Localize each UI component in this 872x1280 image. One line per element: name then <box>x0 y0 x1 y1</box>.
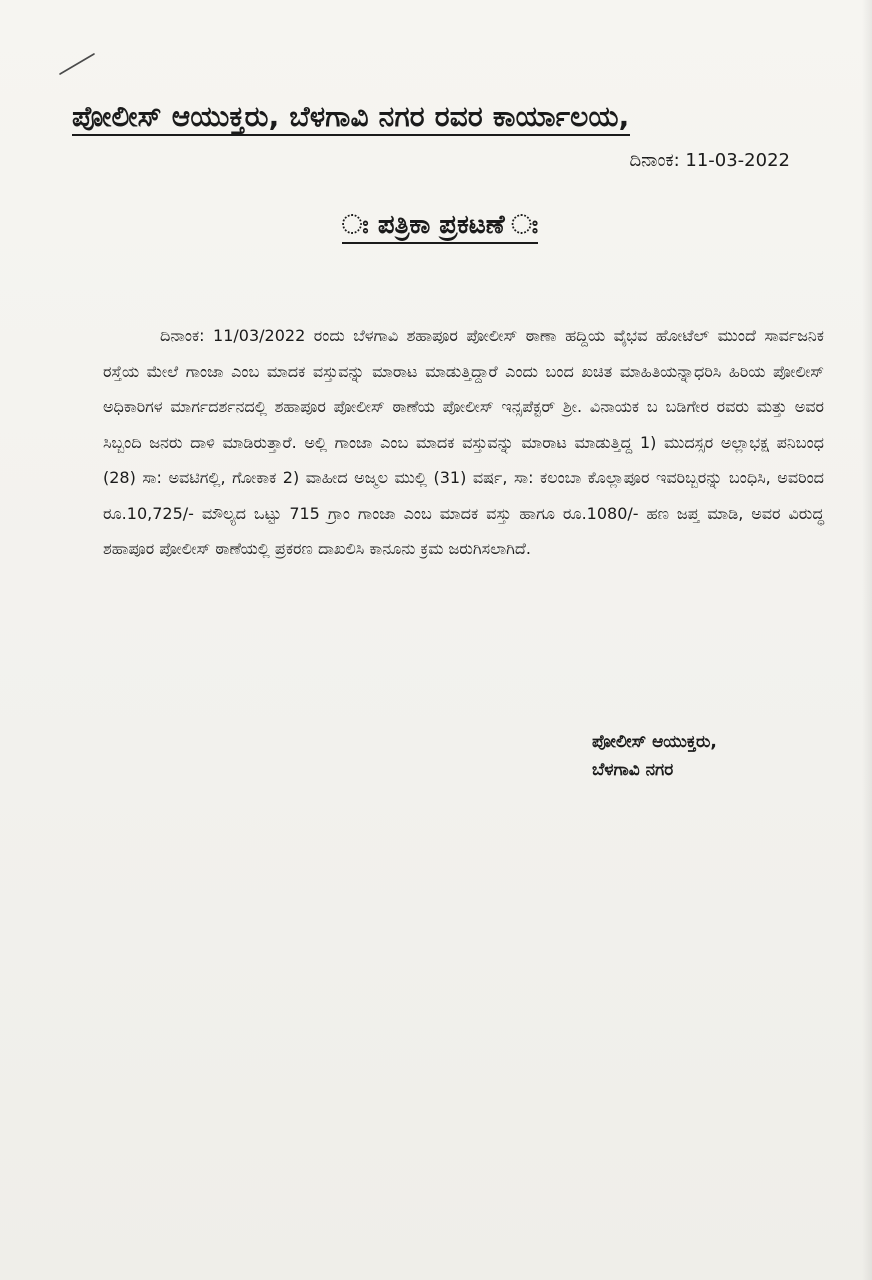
signature-designation: ಪೋಲೀಸ್ ಆಯುಕ್ತರು, <box>592 732 717 752</box>
signature-location: ಬೆಳಗಾವಿ ನಗರ <box>592 760 674 780</box>
press-release-body: ದಿನಾಂಕ: 11/03/2022 ರಂದು ಬೆಳಗಾವಿ ಶಹಾಪೂರ ಪೋಲೀಸ್ ಠಾಣಾ ಹದ್ದಿಯ ವೈಭವ ಹೋಟೆಲ್ ಮುಂದೆ ಸಾರ್ವಜನಿಕ ರಸ್ತೆಯ ಮೇಲೆ ಗಾಂಜಾ ಎಂಬ ಮಾದಕ ವಸ್ತುವನ್ನು ಮಾರಾಟ ಮಾಡುತ್ತಿದ್ದಾರೆ ಎಂದು ಬಂದ ಖಚಿತ ಮಾಹಿತಿಯನ್ನಾಧರಿಸಿ ಹಿರಿಯ ಪೋಲೀಸ್ ಅಧಿಕಾರಿಗಳ ಮಾರ್ಗದರ್ಶನದಲ್ಲಿ ಶಹಾಪೂರ ಪೋಲೀಸ್ ಠಾಣೆಯ ಪೋಲೀಸ್ ಇನ್ಸಪೆಕ್ಟರ್ ಶ್ರೀ. ವಿನಾಯಕ ಬ ಬಡಿಗೇರ ರವರು ಮತ್ತು ಅವರ ಸಿಬ್ಬಂದಿ ಜನರು ದಾಳಿ ಮಾಡಿರುತ್ತಾರೆ. ಅಲ್ಲಿ ಗಾಂಜಾ ಎಂಬ ಮಾದಕ ವಸ್ತುವನ್ನು ಮಾರಾಟ ಮಾಡುತ್ತಿದ್ದ 1) ಮುದಸ್ಸರ ಅಲ್ಲಾಭಕ್ಷ ಪನಿಬಂಧ (28) ಸಾ: ಅವಟಿಗಲ್ಲಿ, ಗೋಕಾಕ 2) ವಾಹೀದ ಅಜ್ಮಲ ಮುಲ್ಲಿ (31) ವರ್ಷ, ಸಾ: ಕಲಂಬಾ ಕೊಲ್ಲಾಪೂರ ಇವರಿಬ್ಬರನ್ನು ಬಂಧಿಸಿ, ಅವರಿಂದ ರೂ.10,725/- ಮೌಲ್ಯದ ಒಟ್ಟು 715 ಗ್ರಾಂ ಗಾಂಜಾ ಎಂಬ ಮಾದಕ ವಸ್ತು ಹಾಗೂ ರೂ.1080/- ಹಣ ಜಪ್ತ ಮಾಡಿ, ಅವರ ವಿರುದ್ಧ ಶಹಾಪೂರ ಪೋಲೀಸ್ ಠಾಣೆಯಲ್ಲಿ ಪ್ರಕರಣ ದಾಖಲಿಸಿ ಕಾನೂನು ಕ್ರಮ ಜರುಗಿಸಲಾಗಿದೆ. <box>103 326 824 558</box>
pen-stroke-mark <box>58 52 96 76</box>
signature-block <box>592 728 812 784</box>
document-date: ದಿನಾಂಕ: 11-03-2022 <box>629 150 790 171</box>
page-edge-shadow <box>862 0 872 1280</box>
office-title <box>72 100 832 134</box>
office-title-text: ಪೋಲೀಸ್ ಆಯುಕ್ತರು, ಬೆಳಗಾವಿ ನಗರ ರವರ ಕಾರ್ಯಾಲಯ, <box>72 100 630 136</box>
press-release-heading <box>240 210 640 241</box>
press-release-heading-text: ಃ ಪತ್ರಿಕಾ ಪ್ರಕಟಣೆ ಃ <box>342 210 539 244</box>
